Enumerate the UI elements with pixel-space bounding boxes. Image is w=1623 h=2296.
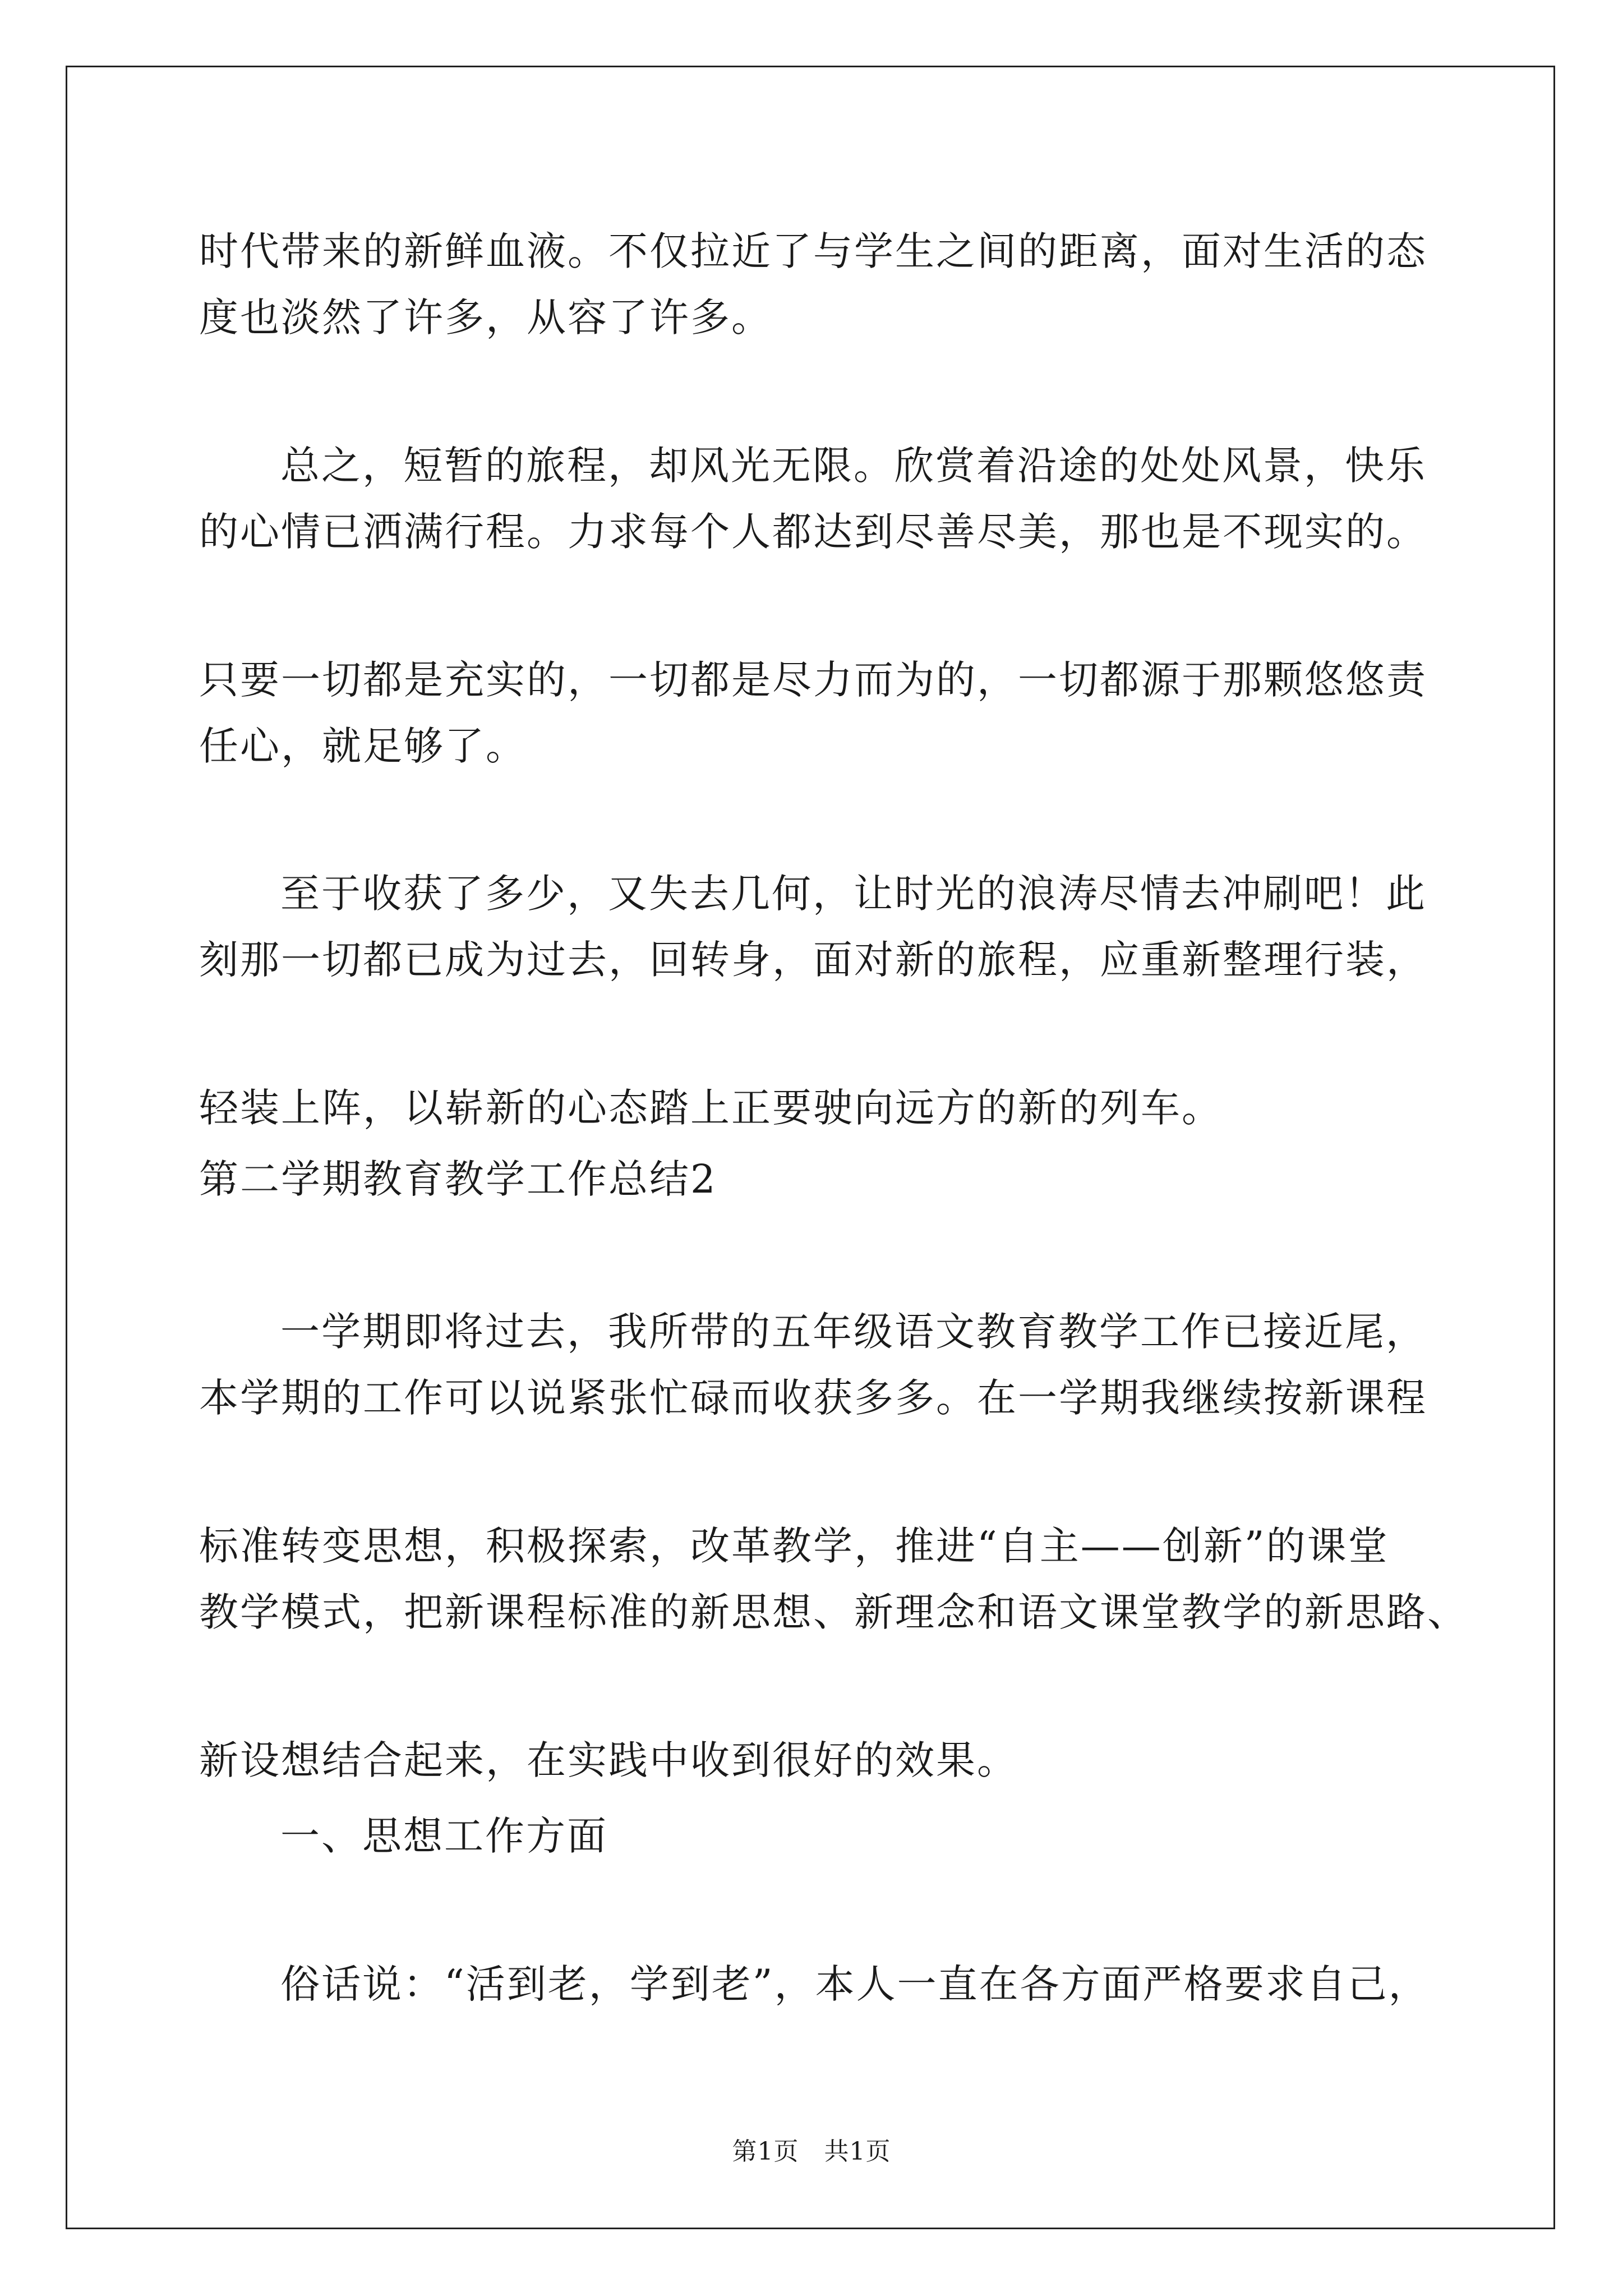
body-line: 教学模式，把新课程标准的新思想、新理念和语文课堂教学的新思路、 xyxy=(199,1589,1468,1635)
section-heading: 第二学期教育教学工作总结2 xyxy=(199,1156,717,1202)
page-border xyxy=(66,66,1555,2229)
subsection-heading: 一、思想工作方面 xyxy=(280,1813,608,1859)
body-line: 的心情已洒满行程。力求每个人都达到尽善尽美，那也是不现实的。 xyxy=(199,509,1427,555)
page-footer: 第1页 共1页 xyxy=(732,2137,891,2166)
body-line: 总之，短暂的旅程，却风光无限。欣赏着沿途的处处风景，快乐 xyxy=(280,443,1427,489)
body-line: 新设想结合起来，在实践中收到很好的效果。 xyxy=(199,1737,1018,1783)
body-line: 本学期的工作可以说紧张忙碌而收获多多。在一学期我继续按新课程 xyxy=(199,1375,1427,1421)
body-line: 度也淡然了许多，从容了许多。 xyxy=(199,295,772,341)
body-line: 俗话说：“活到老，学到老”，本人一直在各方面严格要求自己， xyxy=(280,1961,1430,2007)
body-line: 时代带来的新鲜血液。不仅拉近了与学生之间的距离，面对生活的态 xyxy=(199,228,1427,274)
body-line: 一学期即将过去，我所带的五年级语文教育教学工作已接近尾， xyxy=(280,1309,1427,1355)
body-line: 只要一切都是充实的，一切都是尽力而为的，一切都源于那颗悠悠责 xyxy=(199,657,1427,703)
body-line: 至于收获了多少，又失去几何，让时光的浪涛尽情去冲刷吧！此 xyxy=(280,871,1427,917)
body-line: 轻装上阵，以崭新的心态踏上正要驶向远方的新的列车。 xyxy=(199,1085,1223,1131)
body-line: 刻那一切都已成为过去，回转身，面对新的旅程，应重新整理行装， xyxy=(199,937,1427,983)
body-line: 任心，就足够了。 xyxy=(199,723,527,769)
body-line: 标准转变思想，积极探索，改革教学，推进“自主——创新”的课堂 xyxy=(199,1523,1389,1569)
